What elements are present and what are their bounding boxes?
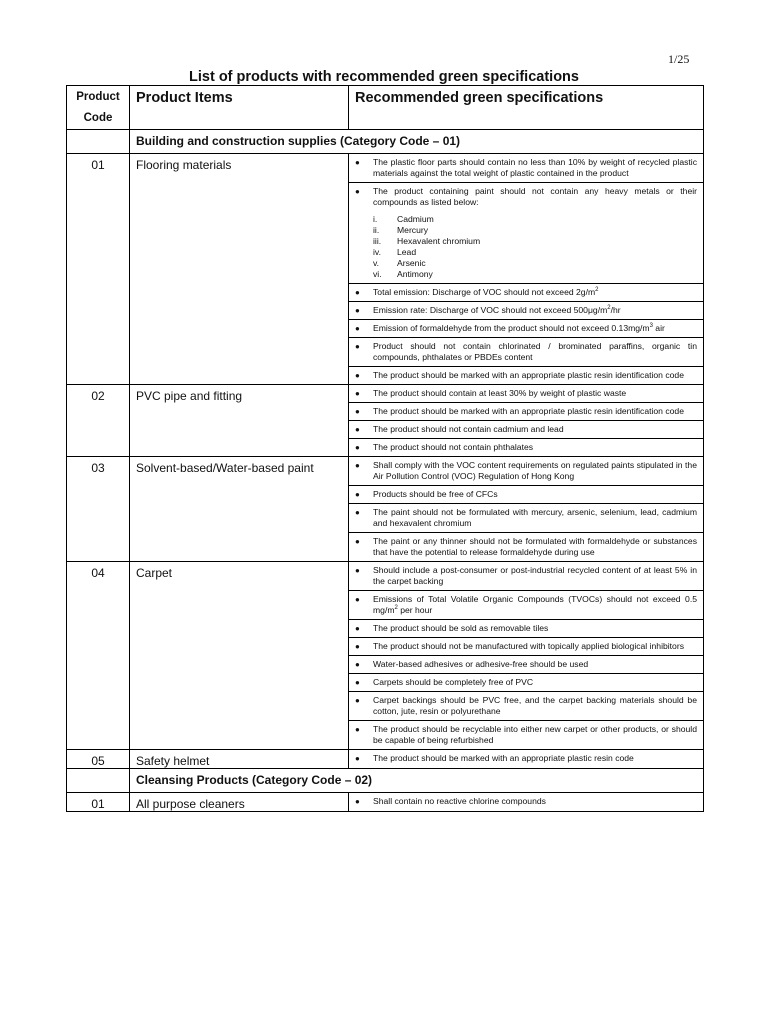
bullet-icon: ● [355, 660, 360, 669]
product-name: Solvent-based/Water-based paint [130, 457, 349, 562]
bullet-icon: ● [355, 324, 360, 333]
spec-item [349, 656, 703, 674]
heavy-metal-name: Arsenic [397, 258, 426, 268]
product-code: 04 [67, 562, 130, 750]
spec-text: The product should contain at least 30% by weight of plastic waste [373, 388, 627, 398]
heavy-metal-num: i. [373, 214, 378, 224]
bullet-icon: ● [355, 425, 360, 434]
heavy-metal-item [373, 247, 697, 258]
spec-text: The paint or any thinner should not be formulated with formaldehyde or substances that have the potential to release formaldehyde during use [373, 536, 697, 557]
header-green-specs: Recommended green specifications [349, 86, 704, 130]
product-name: PVC pipe and fitting [130, 385, 349, 457]
spec-text: The product containing paint should not contain any heavy metals or their compounds as listed below: [373, 186, 697, 207]
category-label: Building and construction supplies (Category Code – 01) [130, 130, 704, 154]
spec-suffix: air [652, 323, 665, 333]
product-row [67, 385, 704, 457]
spec-text: Shall comply with the VOC content requirements on regulated paints stipulated in the Air Pollution Control (VOC) Regulation of Hong Kong [373, 460, 697, 481]
product-row [67, 750, 704, 769]
bullet-icon: ● [355, 595, 360, 604]
spec-item [349, 421, 703, 439]
spec-item [349, 562, 703, 591]
bullet-icon: ● [355, 696, 360, 705]
category-code-blank [67, 769, 130, 793]
product-name: Carpet [130, 562, 349, 750]
spec-text: Emissions of Total Volatile Organic Compounds (TVOCs) should not exceed 0.5 mg/m [373, 594, 697, 615]
spec-text: The plastic floor parts should contain no less than 10% by weight of recycled plastic materials against the total weight of plastic contained in the product [373, 157, 697, 178]
bullet-icon: ● [355, 342, 360, 351]
spec-item [349, 302, 703, 320]
product-code: 02 [67, 385, 130, 457]
category-row [67, 130, 704, 154]
category-code-blank [67, 130, 130, 154]
spec-superscript: 2 [595, 287, 599, 294]
spec-item [349, 793, 703, 810]
bullet-icon: ● [355, 678, 360, 687]
bullet-icon: ● [355, 158, 360, 167]
bullet-icon: ● [355, 407, 360, 416]
product-specs [349, 154, 704, 385]
bullet-icon: ● [355, 371, 360, 380]
product-specs [349, 750, 704, 769]
spec-suffix: /hr [610, 305, 621, 315]
heavy-metal-item [373, 214, 697, 225]
spec-item [349, 620, 703, 638]
spec-item [349, 367, 703, 384]
bullet-icon: ● [355, 537, 360, 546]
heavy-metal-list [373, 214, 697, 280]
spec-item [349, 721, 703, 749]
spec-item [349, 183, 703, 284]
heavy-metal-item [373, 269, 697, 280]
spec-text: The product should not be manufactured with topically applied biological inhibitors [373, 641, 684, 651]
spec-item [349, 403, 703, 421]
product-row [67, 457, 704, 562]
product-name: All purpose cleaners [130, 793, 349, 812]
spec-text: Emission of formaldehyde from the product should not exceed 0.13mg/m [373, 323, 650, 333]
table-header-row [67, 86, 704, 130]
bullet-icon: ● [355, 797, 360, 806]
header-code-line1: Product [76, 91, 120, 103]
spec-text: The product should be marked with an appropriate plastic resin code [373, 753, 634, 763]
spec-item [349, 439, 703, 456]
bullet-icon: ● [355, 443, 360, 452]
bullet-icon: ● [355, 725, 360, 734]
product-code: 01 [67, 154, 130, 385]
product-name: Flooring materials [130, 154, 349, 385]
heavy-metal-name: Mercury [397, 225, 429, 235]
document-title: List of products with recommended green specifications [189, 69, 579, 85]
bullet-icon: ● [355, 306, 360, 315]
spec-item [349, 320, 703, 338]
spec-suffix: per hour [397, 605, 433, 615]
spec-item [349, 338, 703, 367]
bullet-icon: ● [355, 508, 360, 517]
spec-item [349, 692, 703, 721]
product-row [67, 562, 704, 750]
spec-text: The product should be sold as removable tiles [373, 623, 549, 633]
spec-text: Should include a post-consumer or post-industrial recycled content of at least 5% in the carpet backing [373, 565, 697, 586]
product-specs [349, 793, 704, 812]
bullet-icon: ● [355, 754, 360, 763]
spec-item [349, 154, 703, 183]
spec-item [349, 385, 703, 403]
product-code: 01 [67, 793, 130, 812]
spec-text: Carpets should be completely free of PVC [373, 677, 534, 687]
product-row [67, 154, 704, 385]
heavy-metal-num: v. [373, 258, 380, 268]
spec-text: Water-based adhesives or adhesive-free should be used [373, 659, 589, 669]
bullet-icon: ● [355, 461, 360, 470]
spec-text: Carpet backings should be PVC free, and the carpet backing materials should be cotton, jute, resin or polyurethane [373, 695, 697, 716]
bullet-icon: ● [355, 566, 360, 575]
spec-item [349, 533, 703, 561]
product-specs [349, 385, 704, 457]
spec-text: The product should not contain cadmium and lead [373, 424, 564, 434]
bullet-icon: ● [355, 389, 360, 398]
spec-item [349, 486, 703, 504]
bullet-icon: ● [355, 187, 360, 196]
heavy-metal-item [373, 236, 697, 247]
spec-text: The product should be recyclable into either new carpet or other products, or should be capable of being refurbished [373, 724, 697, 745]
product-code: 03 [67, 457, 130, 562]
category-row [67, 769, 704, 793]
spec-text: Emission rate: Discharge of VOC should not exceed 500μg/m [373, 305, 608, 315]
spec-item [349, 591, 703, 620]
heavy-metal-item [373, 225, 697, 236]
heavy-metal-name: Cadmium [397, 214, 434, 224]
bullet-icon: ● [355, 490, 360, 499]
bullet-icon: ● [355, 642, 360, 651]
heavy-metal-num: iii. [373, 236, 382, 246]
spec-text: Product should not contain chlorinated / brominated paraffins, organic tin compounds, phthalates or PBDEs content [373, 341, 697, 362]
spec-item [349, 457, 703, 486]
product-row [67, 793, 704, 812]
spec-text: Total emission: Discharge of VOC should not exceed 2g/m [373, 287, 596, 297]
spec-item [349, 638, 703, 656]
category-label: Cleansing Products (Category Code – 02) [130, 769, 704, 793]
heavy-metal-name: Antimony [397, 269, 433, 279]
heavy-metal-item [373, 258, 697, 269]
spec-table [66, 85, 704, 812]
bullet-icon: ● [355, 624, 360, 633]
heavy-metal-num: vi. [373, 269, 382, 279]
header-product-code [67, 86, 130, 130]
heavy-metal-name: Lead [397, 247, 417, 257]
bullet-icon: ● [355, 288, 360, 297]
spec-text: The product should be marked with an appropriate plastic resin identification code [373, 406, 684, 416]
spec-text: The paint should not be formulated with mercury, arsenic, selenium, lead, cadmium and hexavalent chromium [373, 507, 697, 528]
header-code-line2: Code [83, 112, 113, 124]
product-specs [349, 457, 704, 562]
spec-item [349, 504, 703, 533]
spec-item [349, 750, 703, 767]
product-code: 05 [67, 750, 130, 769]
page-number: 1/25 [668, 52, 690, 66]
header-product-items: Product Items [130, 86, 349, 130]
spec-item [349, 674, 703, 692]
product-name: Safety helmet [130, 750, 349, 769]
heavy-metal-num: ii. [373, 225, 380, 235]
heavy-metal-num: iv. [373, 247, 381, 257]
spec-text: The product should not contain phthalates [373, 442, 534, 452]
spec-text: Shall contain no reactive chlorine compounds [373, 796, 546, 806]
spec-item [349, 284, 703, 302]
spec-text: Products should be free of CFCs [373, 489, 498, 499]
heavy-metal-name: Hexavalent chromium [397, 236, 481, 246]
product-specs [349, 562, 704, 750]
spec-superscript: 3 [649, 323, 653, 330]
spec-text: The product should be marked with an appropriate plastic resin identification code [373, 370, 684, 380]
spec-superscript: 2 [607, 305, 611, 312]
spec-superscript: 2 [394, 605, 398, 612]
